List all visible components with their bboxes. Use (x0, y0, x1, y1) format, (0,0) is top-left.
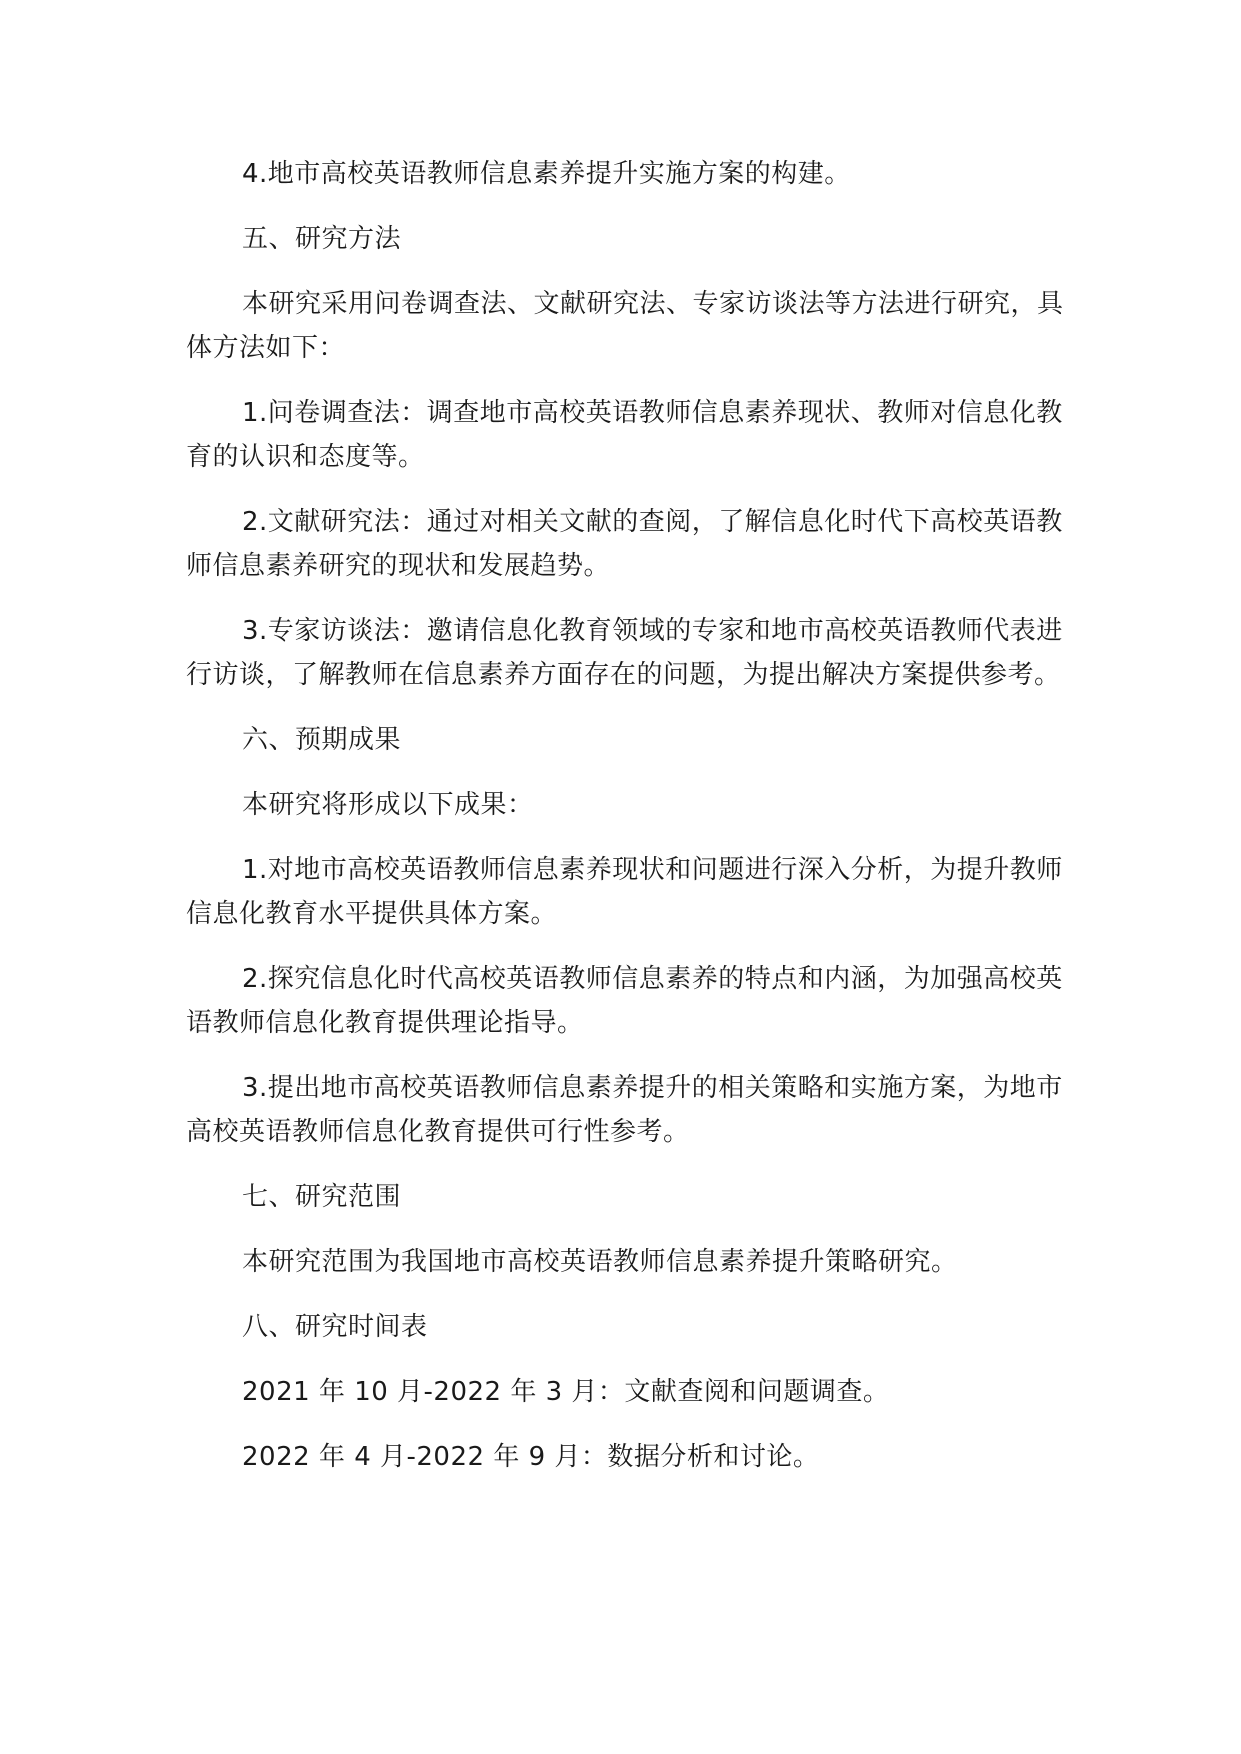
result-item-2: 2.探究信息化时代高校英语教师信息素养的特点和内涵，为加强高校英语教师信息化教育提供理论指导。 (186, 964, 1063, 1038)
document-body (186, 152, 1066, 1500)
section-heading-timeline: 八、研究时间表 (242, 1312, 428, 1342)
section-heading-expected-results: 六、预期成果 (242, 725, 402, 755)
timeline-item-1: 2021 年 10 月-2022 年 3 月：文献查阅和问题调查。 (242, 1377, 890, 1407)
method-questionnaire: 1.问卷调查法：调查地市高校英语教师信息素养现状、教师对信息化教育的认识和态度等。 (186, 398, 1063, 472)
result-item-3: 3.提出地市高校英语教师信息素养提升的相关策略和实施方案，为地市高校英语教师信息化教育提供可行性参考。 (186, 1073, 1063, 1147)
list-item-implementation-plan: 4.地市高校英语教师信息素养提升实施方案的构建。 (242, 159, 851, 189)
scope-text: 本研究范围为我国地市高校英语教师信息素养提升策略研究。 (242, 1247, 958, 1277)
methods-intro: 本研究采用问卷调查法、文献研究法、专家访谈法等方法进行研究，具体方法如下： (186, 289, 1064, 363)
result-item-1: 1.对地市高校英语教师信息素养现状和问题进行深入分析，为提升教师信息化教育水平提供具体方案。 (186, 855, 1063, 929)
results-intro: 本研究将形成以下成果： (242, 790, 534, 820)
method-literature: 2.文献研究法：通过对相关文献的查阅，了解信息化时代下高校英语教师信息素养研究的现状和发展趋势。 (186, 507, 1063, 581)
section-heading-scope: 七、研究范围 (242, 1182, 402, 1212)
timeline-item-2: 2022 年 4 月-2022 年 9 月：数据分析和讨论。 (242, 1442, 820, 1472)
section-heading-methods: 五、研究方法 (242, 224, 402, 254)
method-interview: 3.专家访谈法：邀请信息化教育领域的专家和地市高校英语教师代表进行访谈，了解教师在信息素养方面存在的问题，为提出解决方案提供参考。 (186, 616, 1063, 690)
